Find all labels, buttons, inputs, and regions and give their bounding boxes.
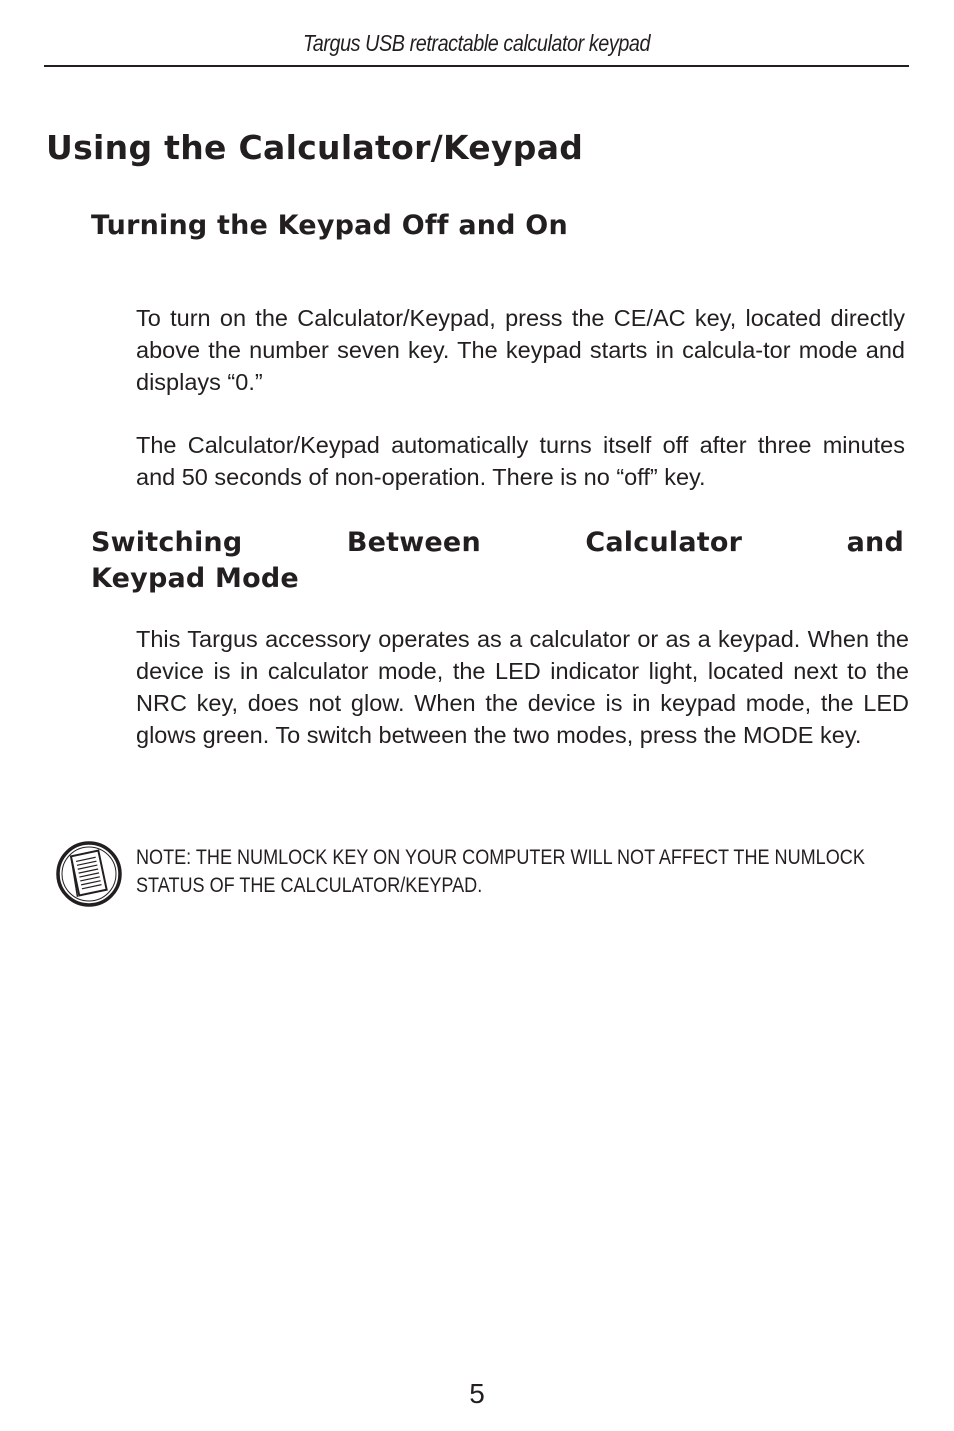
paragraph-turn-on: To turn on the Calculator/Keypad, press the CE/AC key, located directly above the number seven key. The keypad starts in calcula-tor mode and displays “0.” (136, 305, 905, 395)
note-text (136, 844, 910, 900)
subsection-title-switching-mode (91, 525, 904, 597)
header-rule (44, 65, 909, 67)
paragraph-switching-modes: This Targus accessory operates as a calculator or as a keypad. When the device is in calculator mode, the LED indicator light, located next to the NRC key, does not glow. When the device is in keypad mode, the LED glows green. To switch between the two modes, press the MODE key. (136, 626, 909, 748)
page-number: 5 (469, 1378, 485, 1409)
paragraph-auto-off: The Calculator/Keypad automatically turns itself off after three minutes and 50 seconds of non-operation. There is no “off” key. (136, 432, 905, 490)
section-title: Using the Calculator/Keypad (46, 128, 584, 167)
subsection-title-turning-keypad: Turning the Keypad Off and On (91, 210, 568, 241)
note-line-2: STATUS OF THE CALCULATOR/KEYPAD. (136, 874, 483, 897)
subsection-title-line-1: Switching Between Calculator and (91, 527, 904, 558)
running-header: Targus USB retractable calculator keypad (302, 30, 651, 56)
note-line-1: NOTE: THE NUMLOCK KEY ON YOUR COMPUTER WILL NOT AFFECT THE NUMLOCK (136, 846, 865, 869)
notepad-icon (55, 840, 123, 908)
subsection-title-line-2: Keypad Mode (91, 563, 299, 594)
